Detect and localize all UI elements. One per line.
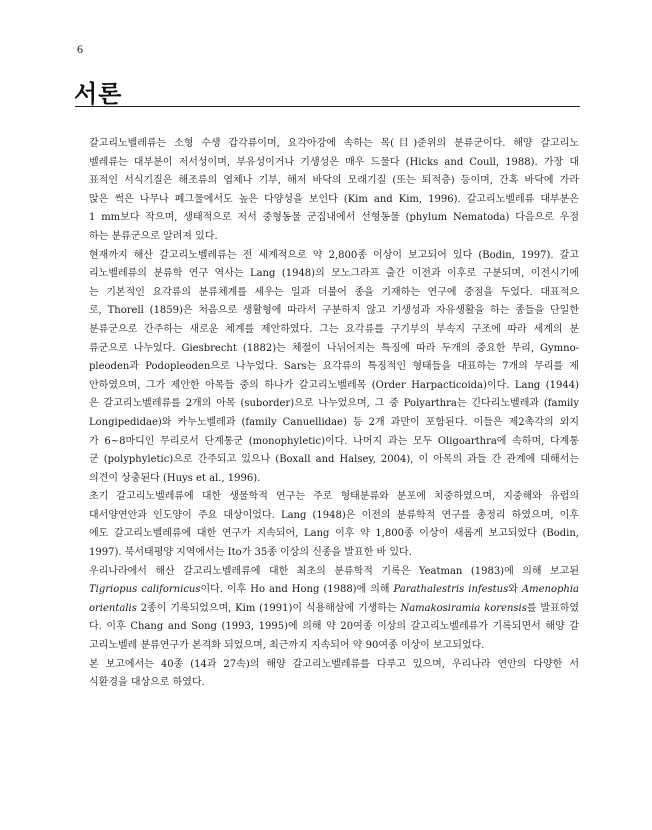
text-line: 의견이 상충된다 (Huys et al., 1996). bbox=[89, 472, 261, 484]
text-line: 다. 이후 Chang and Song (1993, 1995)에 의해 약 20여종 이상의 갈고리노벨레류가 기록되면서 해양 갈 bbox=[89, 621, 579, 633]
text-line: 리노벨레류의 분류학 연구 역사는 Lang (1948)의 모노그라프 출간 이전과 이후로 구분되며, 이전시기에 bbox=[89, 268, 579, 280]
text-line: 분류군으로 간주하는 새로운 체계를 제안하였다. 그는 요각류를 구기부의 부속지 구조에 따라 세계의 분 bbox=[89, 323, 579, 335]
text-line: orientalis 2종이 기록되었으며, Kim (1991)이 식용해삼에 기생하는 Namakosiramia korensis를 발표하였 bbox=[89, 602, 580, 614]
text-line: pleoden과 Podopleoden으로 나누었다. Sars는 요각류의 특징적인 형태들을 대표하는 7개의 무리를 제 bbox=[89, 361, 579, 373]
text-line: Tigriopus californicus이다. 이후 Ho and Hong (1988)에 의해 Parathalestris infestus와 Amenophia bbox=[89, 584, 579, 596]
text-line: 본 보고에서는 40종 (14과 27속)의 해양 갈고리노벨레류를 다루고 있으며, 우리나라 연안의 다양한 서 bbox=[89, 658, 579, 670]
text-line: 류군으로 나누었다. Giesbrecht (1882)는 체절이 나뉘어지는 특징에 따라 두개의 중요한 무리, Gymno- bbox=[89, 342, 579, 354]
text-line: 대서양연안과 인도양이 주요 대상이었다. Lang (1948)은 이전의 분류학적 연구를 총정리 하였으며, 이후 bbox=[89, 509, 579, 521]
paragraph-taxonomy-history bbox=[77, 247, 579, 489]
text-line: 고리노벨레 분류연구가 본격화 되었으며, 최근까지 지속되어 약 90여종 이상이 보고되었다. bbox=[89, 640, 485, 652]
text-line: 에도 갈고리노벨레류에 대한 연구가 지속되어, Lang 이후 약 1,800종 이상이 새롭게 보고되었다 (Bodin, bbox=[89, 528, 579, 540]
page-number: 6 bbox=[77, 42, 83, 56]
text-line: 우리나라에서 해산 갈고리노벨레류에 대한 최초의 분류학적 기록은 Yeatman (1983)에 의해 보고된 bbox=[89, 565, 579, 577]
text-line: 은 갈고리노벨레류를 2개의 아목 (suborder)으로 나누었으며, 그 중 Polyarthra는 긴다리노벨레과 (family bbox=[89, 398, 579, 410]
paragraph-early-studies bbox=[77, 488, 579, 562]
paragraph-introduction bbox=[77, 135, 579, 247]
title-divider bbox=[75, 106, 580, 107]
text-line: 앉은 썩은 나무나 폐그물에서도 높은 다양성을 보인다 (Kim and Kim, 1996). 갈고리노벨레류 대부분은 bbox=[89, 193, 579, 205]
text-line: 초기 갈고리노벨레류에 대한 생물학적 연구는 주로 형태분류와 분포에 치중하였으며, 지중해와 유럽의 bbox=[89, 491, 579, 503]
text-line: 는 기본적인 요각류의 분류체계를 세우는 일과 더불어 종을 기재하는 연구에 중점을 두었다. 대표적으 bbox=[89, 286, 579, 298]
text-line: 하는 분류군으로 알려져 있다. bbox=[89, 230, 218, 242]
text-line: 갈고리노벨레류는 소형 수생 갑각류이며, 요각아강에 속하는 목(目)준위의 분류군이다. 해양 갈고리노 bbox=[89, 138, 579, 149]
text-line: 1997). 북서태평양 지역에서는 Ito가 35종 이상의 신종을 발표한 바 있다. bbox=[89, 547, 412, 559]
text-line: 가 6~8마디인 무리로서 단계통군 (monophyletic)이다. 나머지 과는 모두 Oligoarthra에 속하며, 다계통 bbox=[89, 435, 579, 447]
section-title: 서론 bbox=[74, 80, 123, 108]
text-line: 현재까지 해산 갈고리노벨레류는 전 세계적으로 약 2,800종 이상이 보고되어 있다 (Bodin, 1997). 갈고 bbox=[89, 249, 579, 261]
text-line: 벨레류는 대부분이 저서성이며, 부유성이거나 기생성은 매우 드물다 (Hicks and Coull, 1988). 가장 대 bbox=[89, 156, 579, 168]
text-line: 안하였으며, 그가 제안한 아목들 중의 하나가 갈고리노벨레목 (Order Harpacticoida)이다. Lang (1944) bbox=[89, 379, 579, 391]
text-line: 1 mm보다 작으며, 생태적으로 저서 중형동물 군집내에서 선형동물 (phylum Nematoda) 다음으로 우점 bbox=[89, 212, 579, 224]
text-line: 로, Thorell (1859)은 처음으로 생활형에 따라서 구분하지 않고 기생성과 자유생활을 하는 종들을 단일한 bbox=[89, 305, 579, 317]
text-line: 표적인 서식기질은 해조류의 엽체나 기부, 해저 바닥의 모래기질 (또는 퇴적층) 등이며, 간혹 바닥에 가라 bbox=[89, 175, 579, 187]
text-line: Longipedidae)와 카누노벨레과 (family Canuellidae) 등 2개 과만이 포함된다. 이들은 제2촉각의 외지 bbox=[89, 416, 579, 428]
paragraph-report-scope bbox=[77, 656, 579, 693]
paragraph-korean-records bbox=[77, 563, 579, 656]
text-line: 군 (polyphyletic)으로 간주되고 있으나 (Boxall and Halsey, 2004), 이 아목의 과들 간 관계에 대해서는 bbox=[89, 454, 579, 466]
text-line: 식환경을 대상으로 하였다. bbox=[89, 677, 205, 689]
body-text bbox=[77, 135, 579, 693]
